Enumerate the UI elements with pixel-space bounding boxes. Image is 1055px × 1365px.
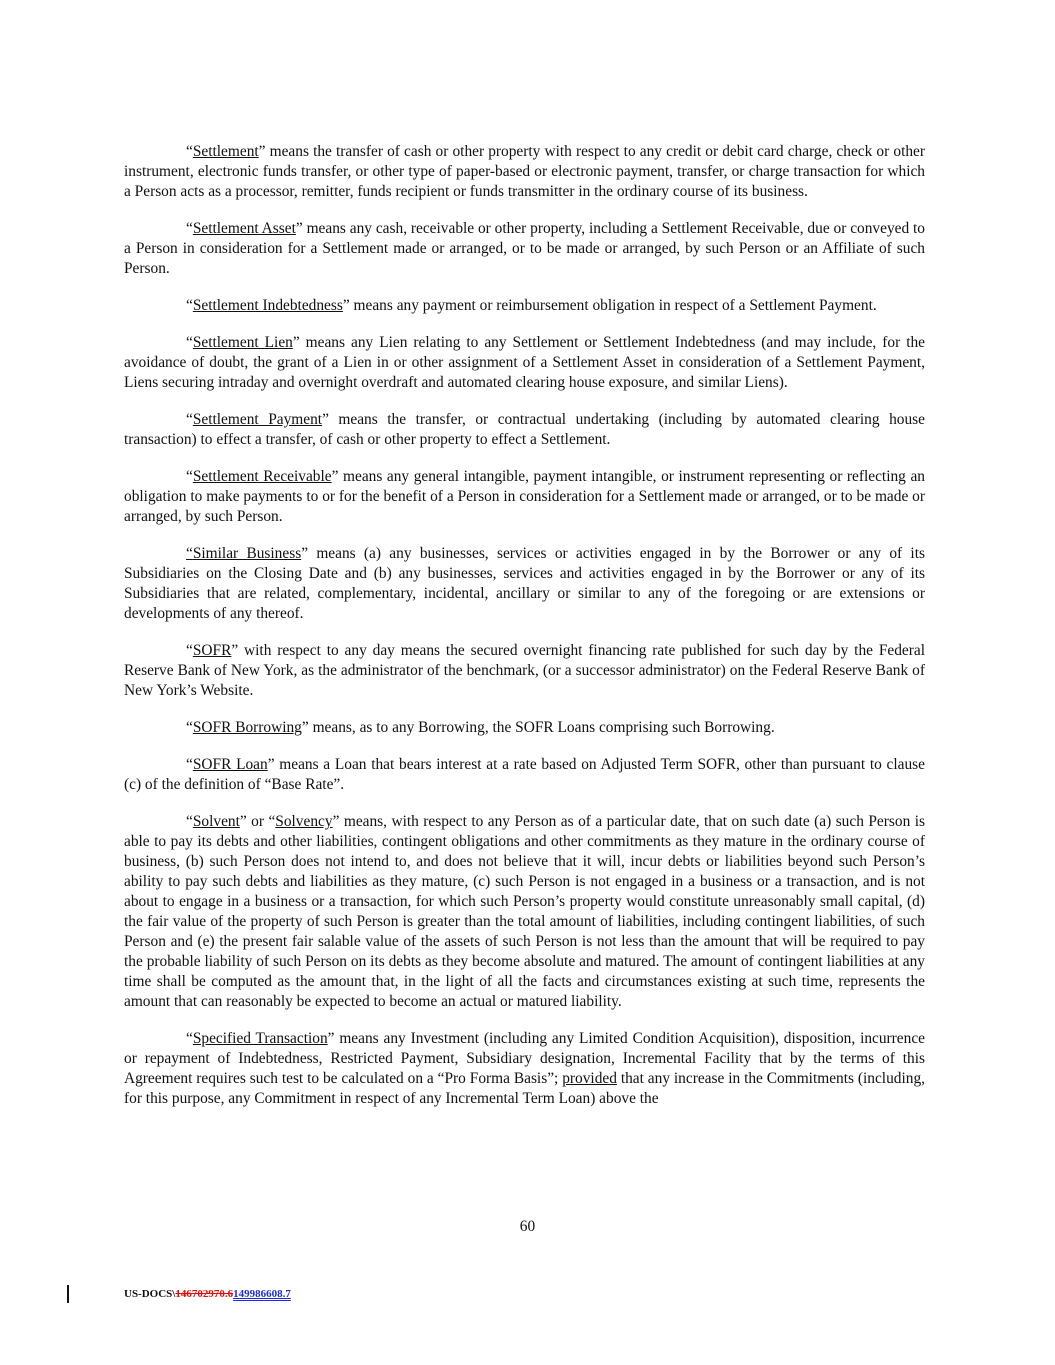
definition-similar-business [124,544,925,624]
definition-text: that any increase in the Commitments (including, for this purpose, any Commitment in respect of any Incremental Term Loan) above the [124,1070,925,1107]
footer-prefix: US-DOCS\ [124,1288,176,1300]
definition-solvent: “Solvent” or “Solvency” means, with respect to any Person as of a particular date, that on such date (a) such Person is able to pay its debts and other liabilities, contingent obligations and other commitments as they mature in the ordinary course of business, (b) such Person does not intend to, and does not believe that it will, incur debts or liabilities beyond such Person’s ability to pay such debts and liabilities as they mature, (c) such Person is not engaged in a business or a transaction, and is not about to engage in a business or a transaction, for which such Person’s property would constitute unreasonably small capital, (d) the fair value of the property of such Person is greater than the total amount of liabilities, including contingent liabilities, of such Person and (e) the present fair salable value of the assets of such Person is not less than the amount that will be required to pay the probable liability of such Person on its debts as they become absolute and matured. The amount of contingent liabilities at any time shall be computed as the amount that, in the light of all the facts and circumstances existing at such time, represents the amount that can reasonably be expected to become an actual or matured liability. [124,813,925,1010]
definition-settlement-lien: “Settlement Lien” means any Lien relating to any Settlement or Settlement Indebtedness (and may include, for the avoidance of doubt, the grant of a Lien in or other assignment of a Settlement Asset in consideration of a Settlement Payment, Liens securing intraday and overnight overdraft and automated clearing house exposure, and similar Liens). [124,334,926,391]
document-id-footer [124,1288,291,1300]
definition-specified-transaction: “Specified Transaction” means any Investment (including any Limited Condition Acquisition), disposition, incurrence or repayment of Indebtedness, Restricted Payment, Subsidiary designation, Incremental Facility that by the terms of this Agreement requires such test to be calculated on a “Pro Forma Basis”; provided that any increase in the Commitments (including, for this purpose, any Commitment in respect of any Incremental Term Loan) above the [124,1030,925,1107]
deleted-doc-id: 146702970.6 [175,1288,234,1300]
defined-term: SOFR Borrowing [192,719,302,736]
defined-term: Settlement Payment [192,411,323,428]
definition-settlement: “Settlement” means the transfer of cash or other property with respect to any credit or debit card charge, check or other instrument, electronic funds transfer, or other type of paper-based or electronic payment, transfer, or charge transaction for which a Person acts as a processor, remitter, funds recipient or funds transmitter in the ordinary course of its business. [124,143,925,200]
inserted-doc-id: 149986608.7 [233,1288,291,1300]
definition-sofr-borrowing: “SOFR Borrowing” means, as to any Borrowing, the SOFR Loans comprising such Borrowing. [186,719,775,736]
definition-text: ” means, as to any Borrowing, the SOFR Loans comprising such Borrowing. [301,719,775,736]
definition-text: ” means any Lien relating to any Settlement or Settlement Indebtedness (and may include, for the avoidance of doubt, the grant of a Lien in or other assignment of a Settlement Asset in consideration of a Settlement Payment, Liens securing intraday and overnight overdraft and automated clearing house exposure, and similar Liens). [124,334,926,391]
definition-text: ” means any cash, receivable or other property, including a Settlement Receivable, due or conveyed to a Person in consideration for a Settlement made or arranged, or to be made or arranged, by such Person or an Affiliate of such Person. [124,220,925,277]
definition-settlement-indebtedness: “Settlement Indebtedness” means any payment or reimbursement obligation in respect of a Settlement Payment. [186,297,877,314]
change-bar [67,1285,69,1303]
definition-sofr-loan: “SOFR Loan” means a Loan that bears interest at a rate based on Adjusted Term SOFR, other than pursuant to clause (c) of the definition of “Base Rate”. [124,756,925,793]
defined-term: SOFR [192,642,232,659]
definition-sofr: “SOFR” with respect to any day means the secured overnight financing rate published for such day by the Federal Reserve Bank of New York, as the administrator of the benchmark, (or a successor administrator) on the Federal Reserve Bank of New York’s Website. [124,642,925,699]
page-number: 60 [519,1218,536,1235]
definition-text: ” means (a) any businesses, services or activities engaged in by the Borrower or any of its Subsidiaries on the Closing Date and (b) any businesses, services and activities engaged in by the Borrower or any of its Subsidiaries that are related, complementary, incidental, ancillary or similar to any of the foregoing or are extensions or developments of any thereof. [124,545,925,622]
definition-text: ” means the transfer of cash or other property with respect to any credit or debit card charge, check or other instrument, electronic funds transfer, or other type of paper-based or electronic payment, transfer, or charge transaction for which a Person acts as a processor, remitter, funds recipient or funds transmitter in the ordinary course of its business. [124,143,925,200]
defined-term: Settlement Lien [192,334,293,351]
defined-term: SOFR Loan [192,756,268,773]
provided-keyword: provided [562,1070,617,1087]
definition-text: ” means the transfer, or contractual undertaking (including by automated clearing house transaction) to effect a transfer, of cash or other property to effect a Settlement. [124,411,925,448]
definition-text: ” means any Investment (including any Limited Condition Acquisition), disposition, incurrence or repayment of Indebtedness, Restricted Payment, Subsidiary designation, Incremental Facility that by the terms of this Agreement requires such test to be calculated on a “Pro Forma Basis”; [124,1030,925,1087]
defined-term: Settlement Indebtedness [192,297,343,314]
definition-text: ” with respect to any day means the secured overnight financing rate published for such day by the Federal Reserve Bank of New York, as the administrator of the benchmark, (or a successor administrator) on the Federal Reserve Bank of New York’s Website. [124,642,925,699]
defined-term: Settlement Receivable [192,468,332,485]
definition-settlement-payment: “Settlement Payment” means the transfer, or contractual undertaking (including by automated clearing house transaction) to effect a transfer, of cash or other property to effect a Settlement. [124,411,925,448]
definition-text: ” means a Loan that bears interest at a rate based on Adjusted Term SOFR, other than pursuant to clause (c) of the definition of “Base Rate”. [124,756,925,793]
defined-term: “Similar Business [186,545,302,562]
defined-term: Solvency [275,813,333,830]
defined-term: Solvent [192,813,240,830]
defined-term: Specified Transaction [192,1030,328,1047]
definition-text: ” means any general intangible, payment intangible, or instrument representing or reflecting an obligation to make payments to or for the benefit of a Person in consideration for a Settlement made or arranged, or to be made or arranged, by such Person. [124,468,925,525]
definition-settlement-receivable: “Settlement Receivable” means any general intangible, payment intangible, or instrument representing or reflecting an obligation to make payments to or for the benefit of a Person in consideration for a Settlement made or arranged, or to be made or arranged, by such Person. [124,468,925,525]
defined-term: Settlement [192,143,259,160]
definition-text: ” means any payment or reimbursement obligation in respect of a Settlement Payment. [342,297,877,314]
definition-settlement-asset: “Settlement Asset” means any cash, receivable or other property, including a Settlement Receivable, due or conveyed to a Person in consideration for a Settlement made or arranged, or to be made or arranged, by such Person or an Affiliate of such Person. [124,220,925,277]
defined-term: Settlement Asset [192,220,296,237]
document-page [124,142,925,1126]
definition-text: ” means, with respect to any Person as of a particular date, that on such date (a) such Person is able to pay its debts and other liabilities, contingent obligations and other commitments as they mature in the ordinary course of business, (b) such Person does not intend to, and does not believe that it will, incur debts or liabilities beyond such Person’s ability to pay such debts and liabilities as they mature, (c) such Person is not engaged in a business or a transaction, and is not about to engage in a business or a transaction, for which such Person’s property would constitute unreasonably small capital, (d) the fair value of the property of such Person is greater than the total amount of liabilities, including contingent liabilities, of such Person and (e) the present fair salable value of the assets of such Person is not less than the amount that will be required to pay the probable liability of such Person on its debts as they become absolute and matured. The amount of contingent liabilities at any time shall be computed as the amount that, in the light of all the facts and circumstances existing at such time, represents the amount that can reasonably be expected to become an actual or matured liability. [124,813,925,1010]
